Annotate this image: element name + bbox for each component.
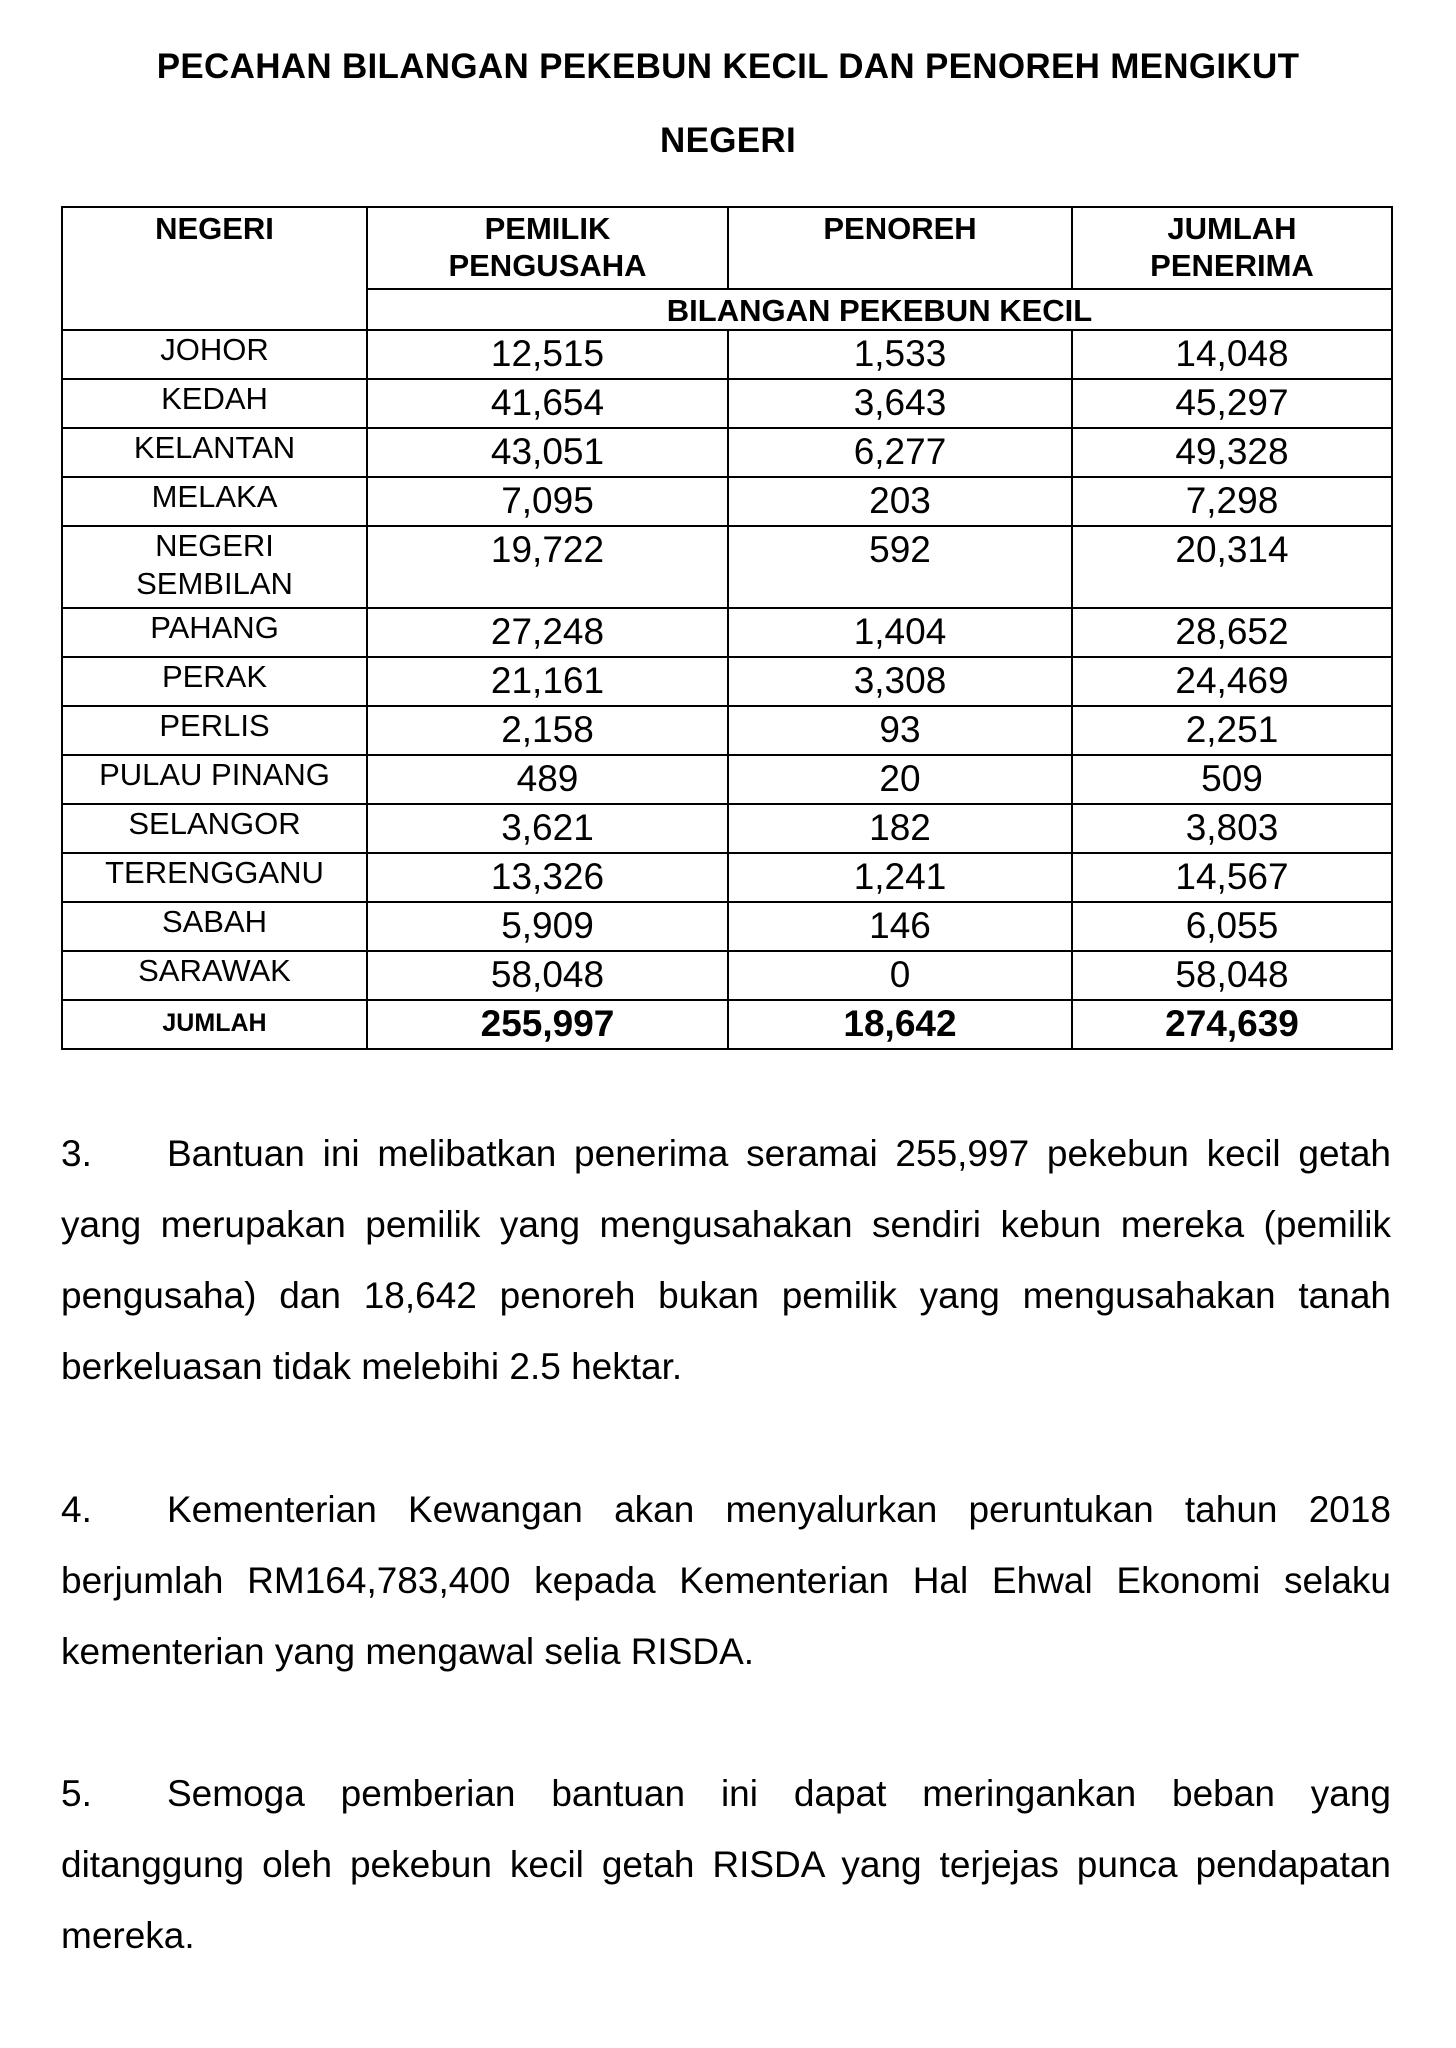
state-cell: PAHANG: [62, 608, 367, 657]
jumlah-cell: 2,251: [1072, 706, 1392, 755]
penoreh-cell: 0: [728, 951, 1072, 1000]
pemilik-cell: 3,621: [367, 804, 728, 853]
paragraph-text: Kementerian Kewangan akan menyalurkan peruntukan tahun 2018 berjumlah RM164,783,400 kepada Kementerian Hal Ehwal Ekonomi selaku kementerian yang mengawal selia RISDA.: [61, 1489, 1391, 1672]
state-cell: SELANGOR: [62, 804, 367, 853]
jumlah-cell: 58,048: [1072, 951, 1392, 1000]
paragraph-3: [61, 1118, 1391, 1402]
pemilik-cell: 12,515: [367, 330, 728, 379]
jumlah-cell: 20,314: [1072, 526, 1392, 608]
table-row: [62, 853, 1392, 902]
table-row: [62, 379, 1392, 428]
table-row: [62, 706, 1392, 755]
total-row: [62, 1000, 1392, 1049]
penoreh-cell: 1,404: [728, 608, 1072, 657]
state-cell: SARAWAK: [62, 951, 367, 1000]
pemilik-cell: 21,161: [367, 657, 728, 706]
penoreh-cell: 592: [728, 526, 1072, 608]
table-row: [62, 951, 1392, 1000]
state-cell: TERENGGANU: [62, 853, 367, 902]
state-cell: PERAK: [62, 657, 367, 706]
penoreh-cell: 182: [728, 804, 1072, 853]
header-penoreh: PENOREH: [728, 207, 1072, 289]
pemilik-cell: 41,654: [367, 379, 728, 428]
paragraph-number: 5.: [61, 1773, 92, 1814]
pemilik-cell: 7,095: [367, 477, 728, 526]
table-row: [62, 804, 1392, 853]
jumlah-cell: 49,328: [1072, 428, 1392, 477]
table-row: [62, 657, 1392, 706]
page-title: [60, 30, 1396, 178]
header-row: [62, 207, 1392, 289]
paragraph-4: [61, 1474, 1391, 1687]
table-row: [62, 755, 1392, 804]
table-row: [62, 902, 1392, 951]
pemilik-cell: 19,722: [367, 526, 728, 608]
smallholder-table: [61, 206, 1393, 1050]
pemilik-cell: 2,158: [367, 706, 728, 755]
penoreh-cell: 93: [728, 706, 1072, 755]
state-cell: JOHOR: [62, 330, 367, 379]
header-pemilik-pengusaha: PEMILIK PENGUSAHA: [367, 207, 728, 289]
table-row: [62, 608, 1392, 657]
jumlah-cell: 6,055: [1072, 902, 1392, 951]
penoreh-cell: 20: [728, 755, 1072, 804]
paragraph-number: 3.: [61, 1133, 92, 1174]
jumlah-cell: 14,048: [1072, 330, 1392, 379]
paragraph-text: Semoga pemberian bantuan ini dapat meringankan beban yang ditanggung oleh pekebun kecil getah RISDA yang terjejas punca pendapatan mereka.: [61, 1773, 1391, 1956]
penoreh-cell: 1,533: [728, 330, 1072, 379]
state-cell: PERLIS: [62, 706, 367, 755]
paragraph-5: [61, 1758, 1391, 1971]
pemilik-cell: 13,326: [367, 853, 728, 902]
paragraph-number: 4.: [61, 1489, 92, 1530]
pemilik-cell: 489: [367, 755, 728, 804]
jumlah-cell: 509: [1072, 755, 1392, 804]
paragraph-text: Bantuan ini melibatkan penerima seramai 255,997 pekebun kecil getah yang merupakan pemilik yang mengusahakan sendiri kebun mereka (pemilik pengusaha) dan 18,642 penoreh bukan pemilik yang mengusahakan tanah berkeluasan tidak melebihi 2.5 hektar.: [61, 1133, 1391, 1387]
table-row: [62, 428, 1392, 477]
state-cell: PULAU PINANG: [62, 755, 367, 804]
state-cell: SABAH: [62, 902, 367, 951]
jumlah-cell: 45,297: [1072, 379, 1392, 428]
header-jumlah-penerima: JUMLAH PENERIMA: [1072, 207, 1392, 289]
state-cell: MELAKA: [62, 477, 367, 526]
jumlah-cell: 24,469: [1072, 657, 1392, 706]
jumlah-cell: 14,567: [1072, 853, 1392, 902]
penoreh-cell: 203: [728, 477, 1072, 526]
header-bilangan-pekebun-kecil: BILANGAN PEKEBUN KECIL: [367, 289, 1392, 330]
pemilik-cell: 5,909: [367, 902, 728, 951]
table-row: [62, 526, 1392, 608]
penoreh-cell: 3,643: [728, 379, 1072, 428]
total-label: JUMLAH: [62, 1000, 367, 1049]
state-cell: KELANTAN: [62, 428, 367, 477]
penoreh-cell: 6,277: [728, 428, 1072, 477]
jumlah-cell: 7,298: [1072, 477, 1392, 526]
pemilik-cell: 58,048: [367, 951, 728, 1000]
penoreh-cell: 1,241: [728, 853, 1072, 902]
pemilik-cell: 43,051: [367, 428, 728, 477]
table-row: [62, 477, 1392, 526]
title-line-2: NEGERI: [660, 121, 796, 160]
total-jumlah: 274,639: [1072, 1000, 1392, 1049]
jumlah-cell: 3,803: [1072, 804, 1392, 853]
table-row: [62, 330, 1392, 379]
state-cell: KEDAH: [62, 379, 367, 428]
header-negeri: NEGERI: [62, 207, 367, 330]
title-line-1: PECAHAN BILANGAN PEKEBUN KECIL DAN PENOREH MENGIKUT: [156, 47, 1300, 86]
state-cell: NEGERI SEMBILAN: [62, 526, 367, 608]
pemilik-cell: 27,248: [367, 608, 728, 657]
penoreh-cell: 3,308: [728, 657, 1072, 706]
jumlah-cell: 28,652: [1072, 608, 1392, 657]
total-pemilik: 255,997: [367, 1000, 728, 1049]
penoreh-cell: 146: [728, 902, 1072, 951]
total-penoreh: 18,642: [728, 1000, 1072, 1049]
